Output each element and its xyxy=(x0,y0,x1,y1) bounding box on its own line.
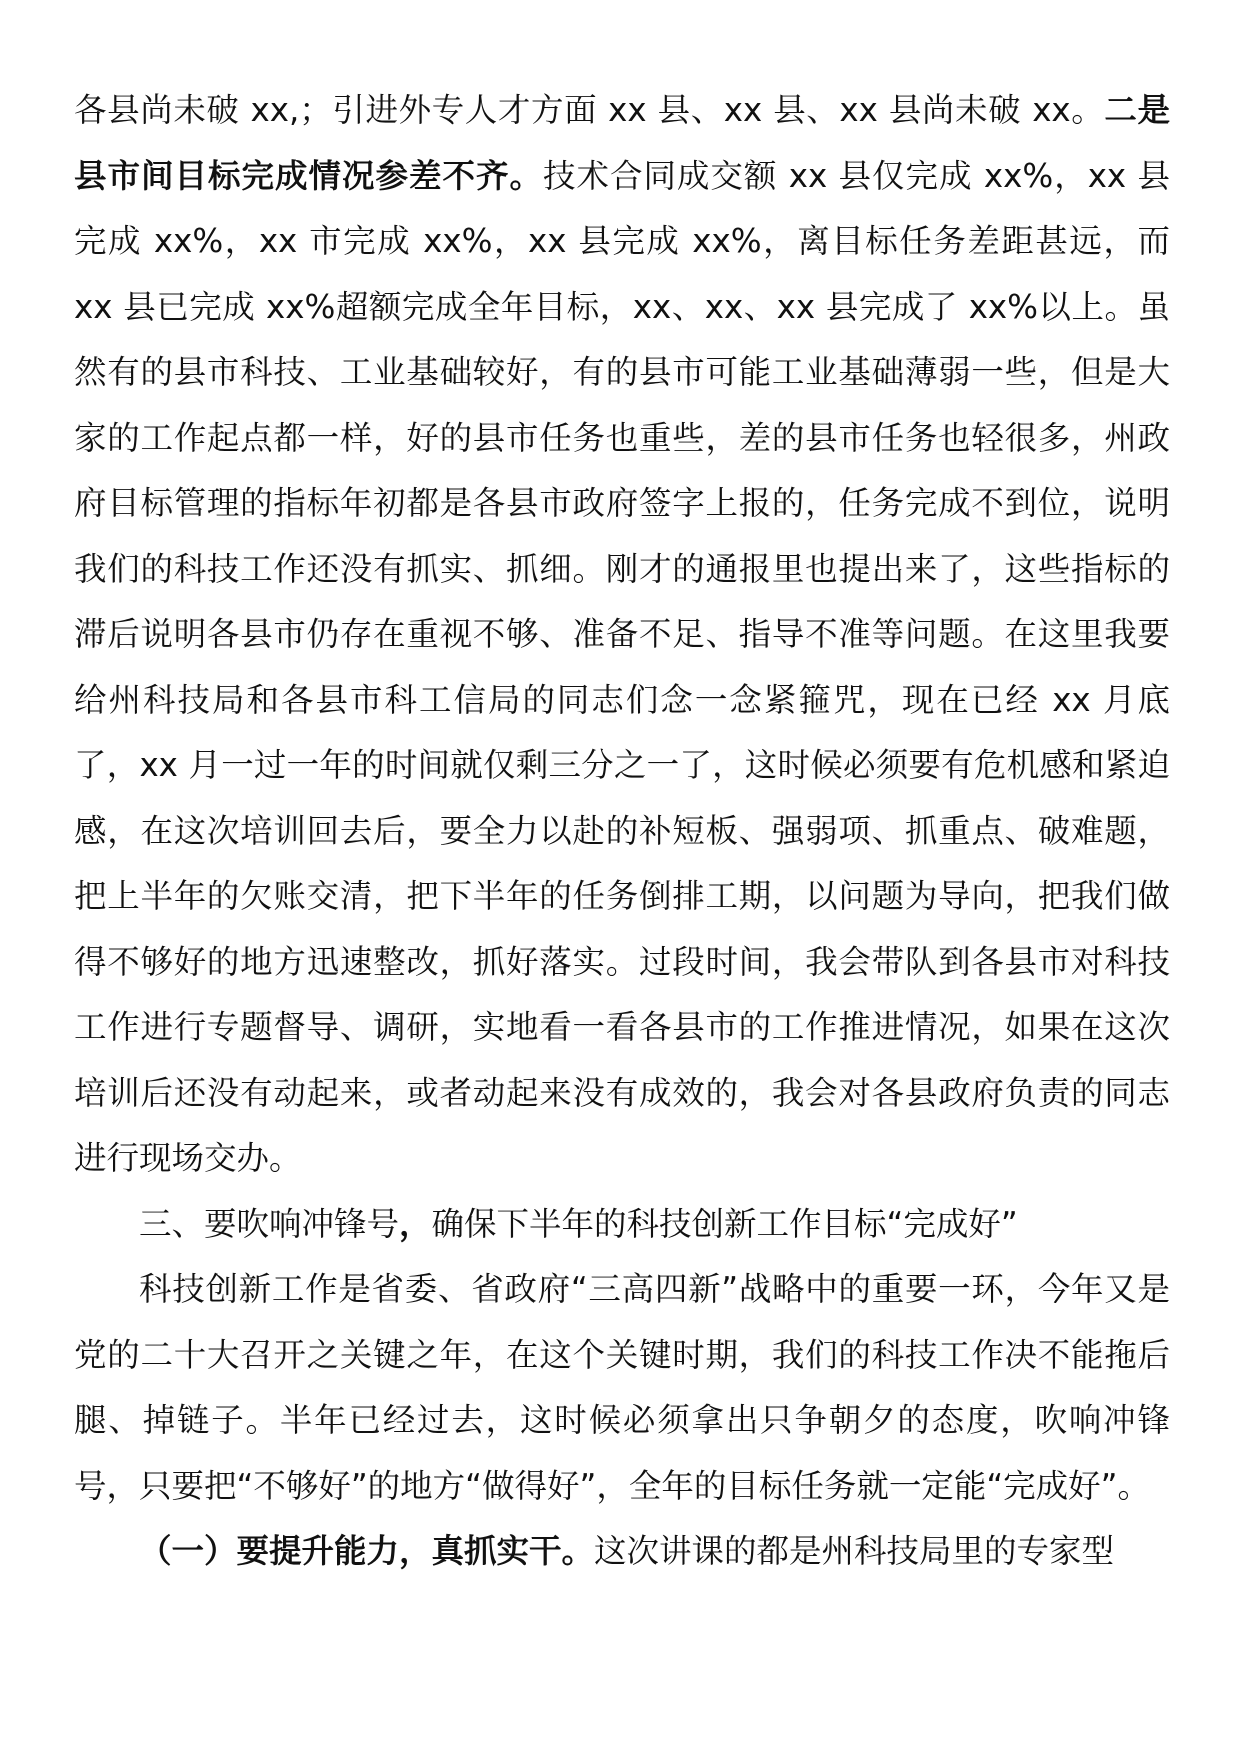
heading-rest: 确保下半年的科技创新工作目标“完成好” xyxy=(431,1204,1018,1243)
heading-prefix: 三、要吹响冲锋号 xyxy=(139,1204,400,1243)
bold-point-two: 二是县市间目标完成情况参差不齐。 xyxy=(74,91,1170,195)
paragraph-innovation: 科技创新工作是省委、省政府“三高四新”战略中的重要一环，今年又是党的二十大召开之关键之年，在这个关键时期，我们的科技工作决不能拖后腿、掉链子。半年已经过去，这时候必须拿出只争朝夕的态度，吹响冲锋号，只要把“不够好”的地方“做得好”，全年的目标任务就一定能“完成好”。 xyxy=(74,1270,1170,1505)
paragraph-text: 各县尚未破 xx,；引进外专人才方面 xx 县、xx 县、xx 县尚未破 xx。 xyxy=(74,91,1105,129)
document-page xyxy=(74,78,1170,1585)
subsection-heading: （一）要提升能力，真抓实干。 xyxy=(139,1532,595,1570)
paragraph-text: 技术合同成交额 xx 县仅完成 xx%，xx 县完成 xx%，xx 市完成 xx%，xx 县完成 xx%，离目标任务差距甚远，而 xx 县已完成 xx%超额完成全年目标，xx、xx、xx 县完成了 xx%以上。虽然有的县市科技、工业基础较好，有的县市可能工业基础薄弱一些，但是大家的工作起点都一样，好的县市任务也重些，差的县市任务也轻很多，州政府目标管理的指标年初都是各县市政府签字上报的，任务完成不到位，说明我们的科技工作还没有抓实、抓细。刚才的通报里也提出来了，这些指标的滞后说明各县市仍存在重视不够、准备不足、指导不准等问题。在这里我要给州科技局和各县市科工信局的同志们念一念紧箍咒，现在已经 xx 月底了，xx 月一过一年的时间就仅剩三分之一了，这时候必须要有危机感和紧迫感，在这次培训回去后，要全力以赴的补短板、强弱项、抓重点、破难题，把上半年的欠账交清，把下半年的任务倒排工期，以问题为导向，把我们做得不够好的地方迅速整改，抓好落实。过段时间，我会带队到各县市对科技工作进行专题督导、调研，实地看一看各县市的工作推进情况，如果在这次培训后还没有动起来，或者动起来没有成效的，我会对各县政府负责的同志进行现场交办。 xyxy=(74,156,1170,1177)
heading-comma: ， xyxy=(399,1204,432,1243)
subsection-text: 这次讲课的都是州科技局里的专家型 xyxy=(594,1532,1115,1570)
paragraph-county-progress xyxy=(74,78,1170,1192)
section-heading-three xyxy=(74,1192,1170,1258)
paragraph-subsection-one xyxy=(74,1519,1170,1585)
